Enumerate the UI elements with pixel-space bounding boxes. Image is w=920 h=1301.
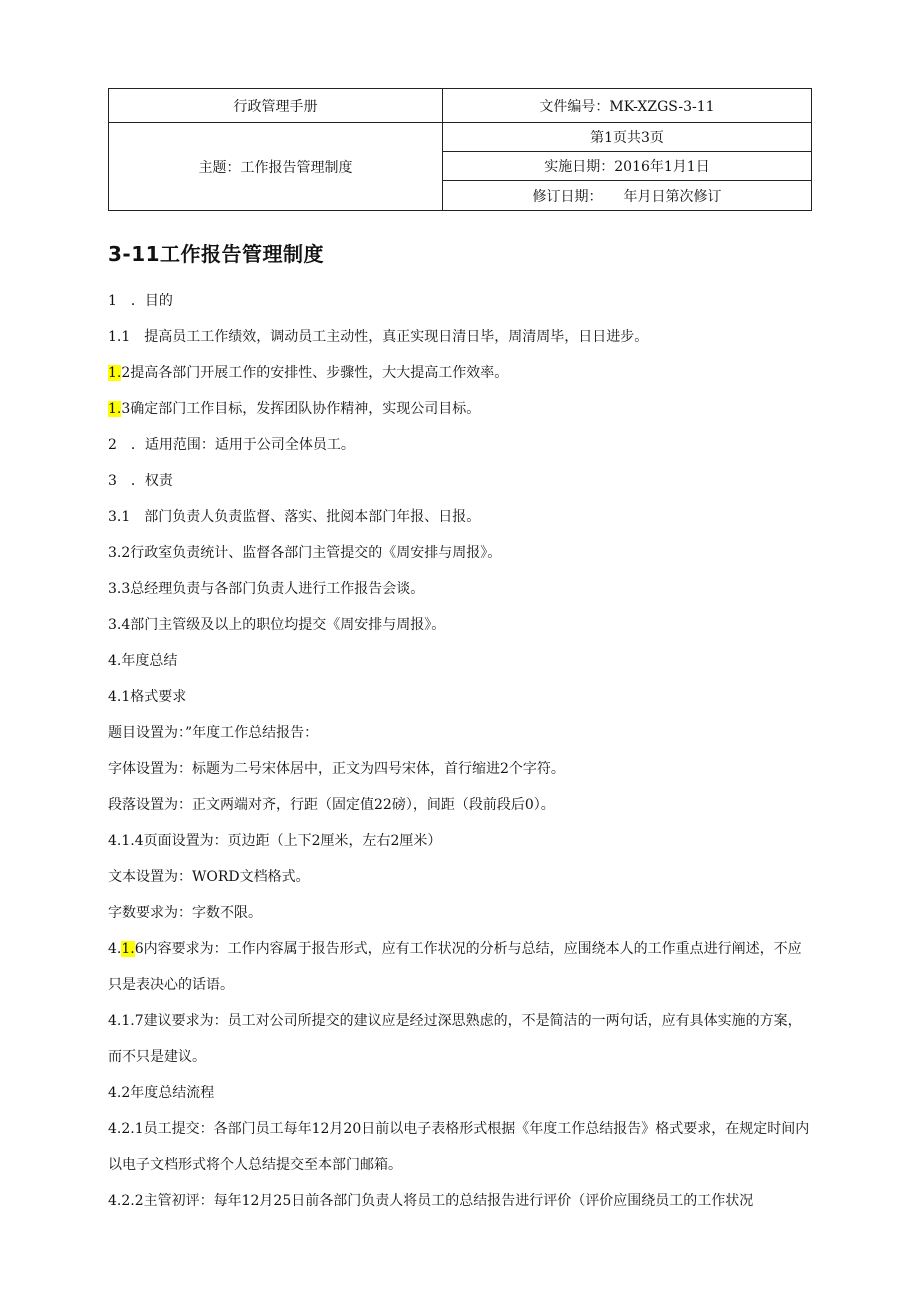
document-header-table: [108, 88, 812, 211]
paragraph-number: 4.: [108, 941, 122, 957]
subject-cell: 主题：工作报告管理制度: [109, 123, 443, 211]
document-body: [108, 283, 812, 1219]
paragraph-3-2: 3.2行政室负责统计、监督各部门主管提交的《周安排与周报》。: [108, 545, 502, 561]
paragraph-title-setting: 题目设置为：”年度工作总结报告：: [108, 725, 319, 741]
document-title: 3-11工作报告管理制度: [108, 242, 325, 266]
paragraph-text: 2提高各部门开展工作的安排性、步骤性，大大提高工作效率。: [121, 365, 509, 381]
highlighted-number: 1.: [108, 401, 122, 417]
doc-number-cell: 文件编号：MK-XZGS-3-11: [443, 89, 812, 123]
section-annual-summary-heading: 4.年度总结: [108, 653, 178, 669]
revision-date-cell: 修订日期： 年月日第次修订: [443, 181, 812, 211]
paragraph-suggestion-requirement: 4.1.7建议要求为：员工对公司所提交的建议应是经过深思熟虑的，不是简洁的一两句话，应有具体实施的方案，而不只是建议。: [108, 1013, 802, 1065]
paragraph-employee-submit: 4.2.1员工提交：各部门员工每年12月20日前以电子表格形式根据《年度工作总结报告》格式要求，在规定时间内以电子文档形式将个人总结提交至本部门邮箱。: [108, 1121, 810, 1173]
paragraph-text: 6内容要求为：工作内容属于报告形式，应有工作状况的分析与总结，应围绕本人的工作重点进行阐述，不应只是表决心的话语。: [108, 941, 802, 993]
subsection-process-heading: 4.2年度总结流程: [108, 1085, 215, 1101]
highlighted-number: 1.: [108, 365, 122, 381]
paragraph-1-3: [108, 391, 812, 427]
paragraph-content-requirement: [108, 931, 812, 1003]
paragraph-page-setting: 4.1.4页面设置为：页边距（上下2厘米，左右2厘米）: [108, 833, 442, 849]
subsection-format-heading: 4.1格式要求: [108, 689, 187, 705]
highlighted-number: 1.: [121, 941, 135, 957]
paragraph-spacing-setting: 段落设置为：正文两端对齐，行距（固定值22磅），间距（段前段后0）。: [108, 797, 555, 813]
paragraph-font-setting: 字体设置为：标题为二号宋体居中，正文为四号宋体，首行缩进2个字符。: [108, 761, 565, 777]
effective-date-cell: 实施日期：2016年1月1日: [443, 152, 812, 181]
paragraph-3-3: 3.3总经理负责与各部门负责人进行工作报告会谈。: [108, 581, 425, 597]
paragraph-1-2: [108, 355, 812, 391]
paragraph-text-setting: 文本设置为：WORD文档格式。: [108, 869, 310, 885]
manual-name-cell: 行政管理手册: [109, 89, 443, 123]
paragraph-1-1: 1.1 提高员工工作绩效，调动员工主动性，真正实现日清日毕，周清周毕，日日进步。: [108, 329, 649, 345]
paragraph-3-4: 3.4部门主管级及以上的职位均提交《周安排与周报》。: [108, 617, 446, 633]
paragraph-3-1: 3.1 部门负责人负责监督、落实、批阅本部门年报、日报。: [108, 509, 481, 525]
section-purpose-heading: 1 ．目的: [108, 293, 173, 309]
section-scope-heading: 2 ．适用范围：适用于公司全体员工。: [108, 437, 355, 453]
page-count-cell: 第1页共3页: [443, 123, 812, 152]
paragraph-supervisor-review: 4.2.2主管初评：每年12月25日前各部门负责人将员工的总结报告进行评价（评价应围绕员工的工作状况: [108, 1193, 754, 1209]
paragraph-text: 3确定部门工作目标，发挥团队协作精神，实现公司目标。: [121, 401, 481, 417]
paragraph-word-count: 字数要求为：字数不限。: [108, 905, 262, 921]
section-responsibility-heading: 3 ．权责: [108, 473, 173, 489]
